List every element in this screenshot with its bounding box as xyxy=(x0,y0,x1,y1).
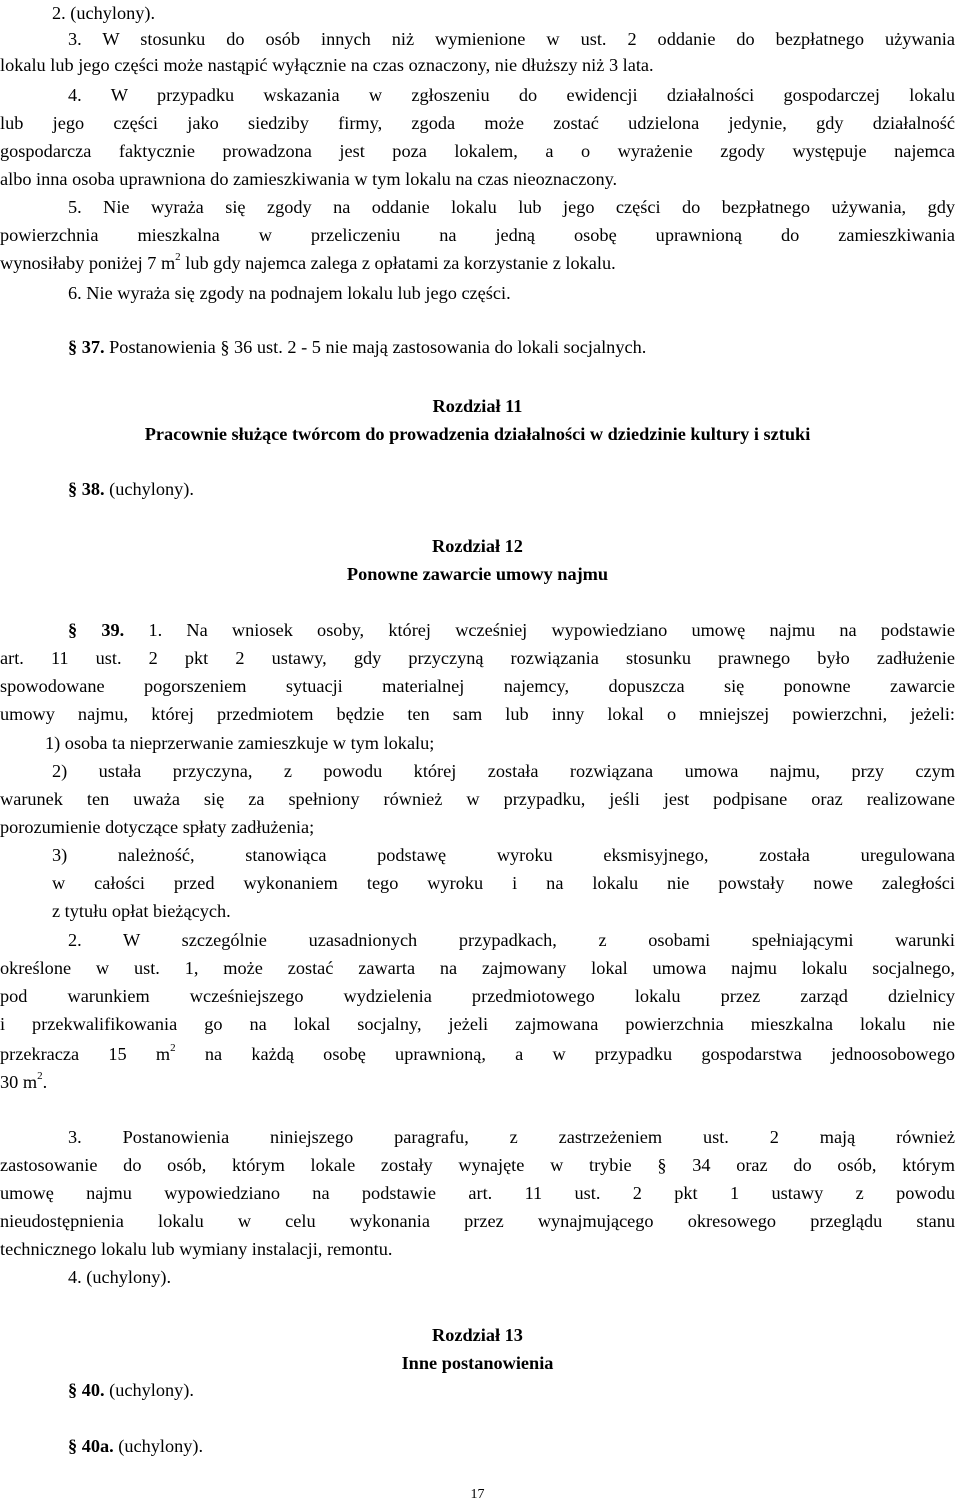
paragraph-38 xyxy=(68,476,955,502)
paragraph-36-ust-4-line-4: albo inna osoba uprawniona do zamieszkiwania w tym lokalu na czas nieoznaczony. xyxy=(0,169,618,189)
section-text: 1. Na wniosek osoby, której wcześniej wypowiedziano umowę najmu na podstawie xyxy=(124,620,955,640)
paragraph-39-line-1 xyxy=(68,617,955,643)
paragraph-39-line-4: umowy najmu, której przedmiotem będzie ten sam lub inny lokal o mniejszej powierzchni, jeżeli: xyxy=(0,704,955,724)
paragraph-39-ust-2-line-5 xyxy=(0,1041,955,1067)
paragraph-39-ust-3-line-4: nieudostępnienia lokalu w celu wykonania przez wynajmującego okresowego przeglądu stanu xyxy=(0,1211,955,1231)
section-number: § 39. xyxy=(68,620,125,640)
paragraph-37 xyxy=(68,334,955,360)
text-fragment: lub gdy najemca zalega z opłatami za korzystanie z lokalu. xyxy=(180,253,616,273)
chapter-11-heading: Rozdział 11 xyxy=(432,396,523,416)
paragraph-39-ust-2-line-3: pod warunkiem wcześniejszego wydzielenia przedmiotowego lokalu przez zarząd dzielnicy xyxy=(0,986,955,1006)
chapter-13-title: Inne postanowienia xyxy=(401,1353,554,1373)
section-text: (uchylony). xyxy=(113,1436,204,1456)
paragraph-39-ust-3-line-5: technicznego lokalu lub wymiany instalacji, remontu. xyxy=(0,1239,393,1259)
paragraph-39-ust-2-line-6 xyxy=(0,1069,955,1095)
paragraph-39-ust-2-line-1: 2. W szczególnie uzasadnionych przypadkach, z osobami spełniającymi warunki xyxy=(68,930,955,950)
text-fragment: przekracza 15 m xyxy=(0,1044,171,1064)
paragraph-36-ust-2: 2. (uchylony). xyxy=(52,3,156,23)
paragraph-36-ust-5-line-1: 5. Nie wyraża się zgody na oddanie lokalu lub jego części do bezpłatnego używania, gdy xyxy=(68,197,955,217)
text-fragment: 30 m xyxy=(0,1072,38,1092)
paragraph-36-ust-5-line-2: powierzchnia mieszkalna w przeliczeniu na jedną osobę uprawnioną do zamieszkiwania xyxy=(0,225,955,245)
superscript: 2 xyxy=(37,1069,43,1082)
chapter-12-title: Ponowne zawarcie umowy najmu xyxy=(346,564,609,584)
paragraph-39-ust-3-line-3: umowę najmu wypowiedziano na podstawie art. 11 ust. 2 pkt 1 ustawy z powodu xyxy=(0,1183,955,1203)
paragraph-36-ust-3-line-2: lokalu lub jego części może nastąpić wyłącznie na czas oznaczony, nie dłuższy niż 3 lata. xyxy=(0,55,654,75)
section-number: § 38. xyxy=(68,479,105,499)
superscript: 2 xyxy=(170,1041,176,1054)
paragraph-39-point-2-line-1: 2) ustała przyczyna, z powodu której została rozwiązana umowa najmu, przy czym xyxy=(52,761,955,781)
text-fragment: wynosiłaby poniżej 7 m xyxy=(0,253,176,273)
paragraph-39-point-1: 1) osoba ta nieprzerwanie zamieszkuje w tym lokalu; xyxy=(45,733,435,753)
paragraph-40a xyxy=(68,1433,955,1459)
text-fragment: na każdą osobę uprawnioną, a w przypadku gospodarstwa jednoosobowego xyxy=(175,1044,955,1064)
section-text: Postanowienia § 36 ust. 2 - 5 nie mają zastosowania do lokali socjalnych. xyxy=(104,337,647,357)
paragraph-39-ust-4: 4. (uchylony). xyxy=(68,1267,172,1287)
section-number: § 37. xyxy=(68,337,105,357)
text-fragment: . xyxy=(42,1072,48,1092)
paragraph-39-point-3-line-1: 3) należność, stanowiąca podstawę wyroku eksmisyjnego, została uregulowana xyxy=(52,845,955,865)
paragraph-36-ust-4-line-3: gospodarcza faktycznie prowadzona jest poza lokalem, a o wyrażenie zgody występuje najemca xyxy=(0,141,955,161)
chapter-13-heading: Rozdział 13 xyxy=(432,1325,523,1345)
superscript: 2 xyxy=(175,250,181,263)
paragraph-39-ust-2-line-4: i przekwalifikowania go na lokal socjalny, jeżeli zajmowana powierzchnia mieszkalna lokalu nie xyxy=(0,1014,955,1034)
paragraph-40 xyxy=(68,1377,955,1403)
paragraph-39-line-2: art. 11 ust. 2 pkt 2 ustawy, gdy przyczyną rozwiązania stosunku prawnego było zadłużenie xyxy=(0,648,955,668)
paragraph-39-line-3: spowodowane pogorszeniem sytuacji materialnej najemcy, dopuszcza się ponowne zawarcie xyxy=(0,676,955,696)
chapter-12-heading: Rozdział 12 xyxy=(432,536,523,556)
paragraph-39-ust-3-line-2: zastosowanie do osób, którym lokale zostały wynajęte w trybie § 34 oraz do osób, którym xyxy=(0,1155,955,1175)
paragraph-39-point-2-line-3: porozumienie dotyczące spłaty zadłużenia; xyxy=(0,817,315,837)
section-number: § 40a. xyxy=(68,1436,114,1456)
paragraph-36-ust-4-line-2: lub jego części jako siedziby firmy, zgoda może zostać udzielona jedynie, gdy działalność xyxy=(0,113,955,133)
paragraph-36-ust-5-line-3 xyxy=(0,250,955,276)
paragraph-36-ust-3-line-1: 3. W stosunku do osób innych niż wymienione w ust. 2 oddanie do bezpłatnego używania xyxy=(68,29,955,49)
paragraph-39-point-3-line-2: w całości przed wykonaniem tego wyroku i na lokalu nie powstały nowe zaległości xyxy=(52,873,955,893)
paragraph-36-ust-6: 6. Nie wyraża się zgody na podnajem lokalu lub jego części. xyxy=(68,283,511,303)
page-number: 17 xyxy=(470,1487,485,1502)
section-text: (uchylony). xyxy=(104,1380,194,1400)
section-number: § 40. xyxy=(68,1380,105,1400)
paragraph-39-point-2-line-2: warunek ten uważa się za spełniony również w przypadku, jeśli jest podpisane oraz realizowane xyxy=(0,789,955,809)
paragraph-39-ust-3-line-1: 3. Postanowienia niniejszego paragrafu, z zastrzeżeniem ust. 2 mają również xyxy=(68,1127,955,1147)
section-text: (uchylony). xyxy=(104,479,194,499)
paragraph-36-ust-4-line-1: 4. W przypadku wskazania w zgłoszeniu do ewidencji działalności gospodarczej lokalu xyxy=(68,85,955,105)
paragraph-39-ust-2-line-2: określone w ust. 1, może zostać zawarta na zajmowany lokal umowa najmu lokalu socjalnego, xyxy=(0,958,955,978)
chapter-11-title: Pracownie służące twórcom do prowadzenia działalności w dziedzinie kultury i sztuki xyxy=(144,424,811,444)
paragraph-39-point-3-line-3: z tytułu opłat bieżących. xyxy=(52,901,231,921)
